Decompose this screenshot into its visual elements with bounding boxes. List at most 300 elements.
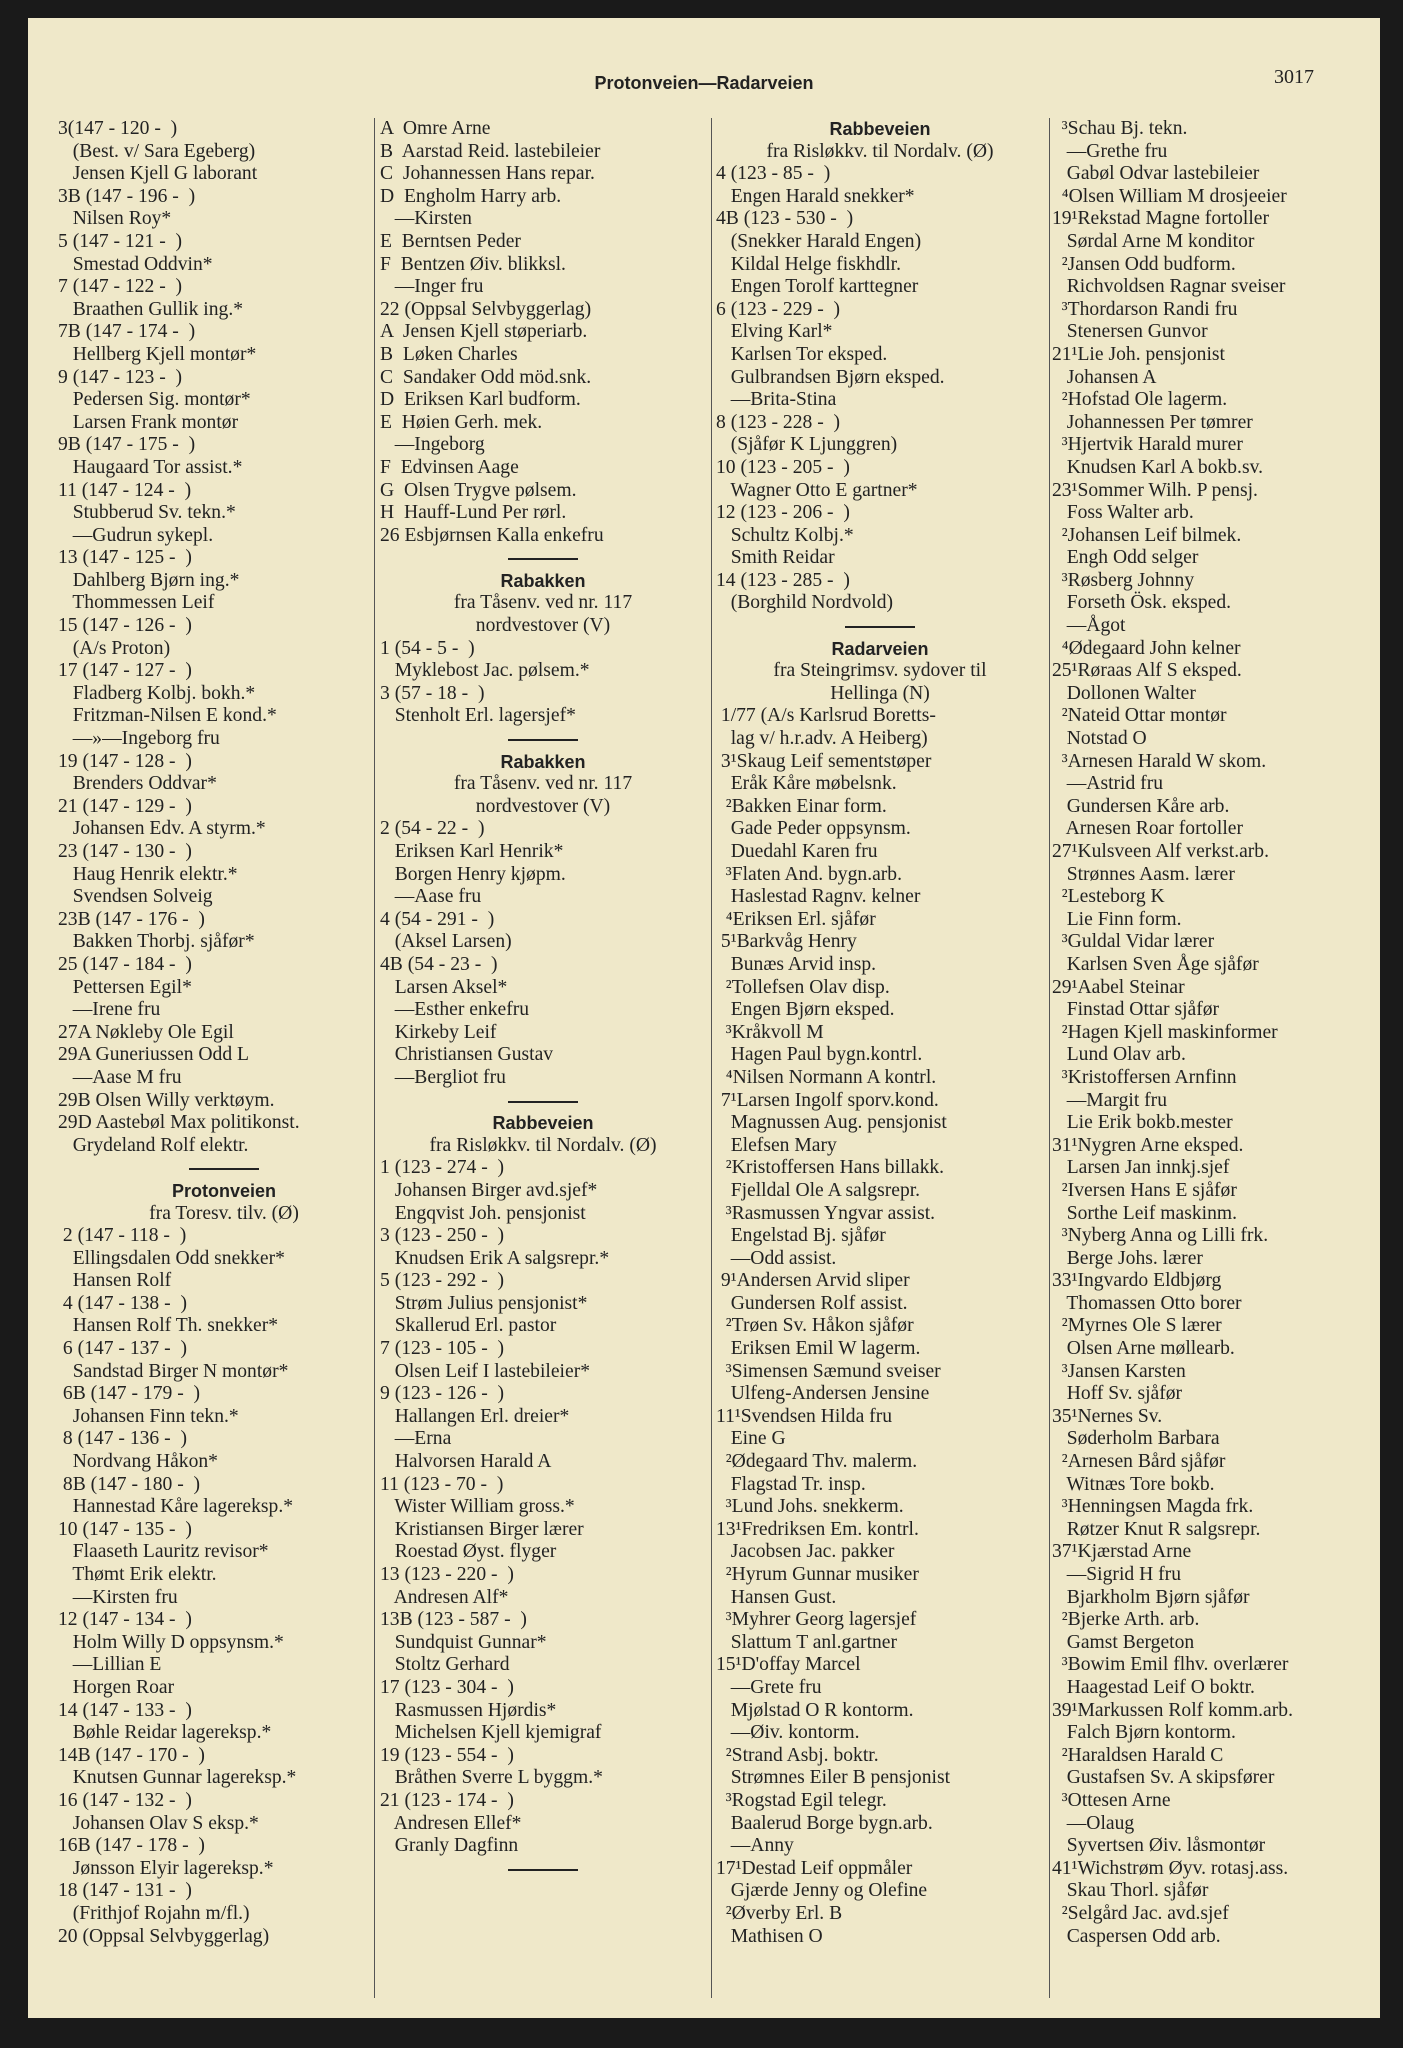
directory-entry: Røtzer Knut R salgsrepr. [1052, 1518, 1261, 1540]
directory-entry: 23 (147 - 130 - ) [58, 841, 192, 862]
directory-entry: 15¹D'offay Marcel [716, 1654, 861, 1676]
directory-entry: Bøhle Reidar lagereksp.* [58, 1722, 272, 1744]
directory-entry: ³Jansen Karsten [1052, 1360, 1186, 1382]
directory-entry: Berge Johs. lærer [1052, 1247, 1203, 1269]
directory-entry: Lie Finn form. [1052, 908, 1182, 930]
directory-entry: C Johannessen Hans repar. [380, 163, 595, 185]
directory-entry: —Brita-Stina [716, 389, 837, 411]
directory-entry: 29A Guneriussen Odd L [58, 1044, 250, 1066]
directory-entry: 9 (147 - 123 - ) [58, 366, 183, 388]
directory-entry: Eriksen Emil W lagerm. [716, 1338, 921, 1360]
directory-entry: 8 (147 - 136 - ) [58, 1428, 187, 1450]
street-heading: Radarveien [831, 638, 929, 659]
directory-entry: 12 (123 - 206 - ) [716, 502, 850, 524]
directory-entry: 17 (123 - 304 - ) [380, 1676, 514, 1698]
directory-entry: Nilsen Roy* [58, 208, 172, 230]
directory-entry: Engen Torolf karttegner [716, 276, 919, 298]
directory-entry: Johansen Edv. A styrm.* [58, 818, 266, 840]
directory-entry: 33¹Ingvardo Eldbjørg [1052, 1270, 1222, 1292]
directory-entry: 1 (123 - 274 - ) [380, 1157, 505, 1179]
directory-entry: 9¹Andersen Arvid sliper [716, 1270, 910, 1292]
section-divider [380, 728, 706, 751]
directory-entry: ³Schau Bj. tekn. [1052, 118, 1188, 139]
directory-entry: Richvoldsen Ragnar sveiser [1052, 276, 1286, 298]
directory-entry: Kirkeby Leif [380, 1021, 497, 1043]
directory-entry: F Bentzen Øiv. blikksl. [380, 253, 566, 275]
directory-entry: B Aarstad Reid. lastebileier [380, 140, 601, 162]
page-number: 3017 [1274, 66, 1314, 88]
column-divider [711, 118, 712, 1998]
directory-entry: Hansen Gust. [716, 1586, 837, 1608]
directory-entry: ²Hagen Kjell maskinformer [1052, 1021, 1278, 1043]
directory-entry: 23¹Sommer Wilh. P pensj. [1052, 479, 1258, 501]
directory-entry: (Best. v/ Sara Egeberg) [58, 140, 256, 162]
directory-entry: Bjarkholm Bjørn sjåfør [1052, 1586, 1250, 1608]
directory-entry: (Sjåfør K Ljunggren) [716, 434, 898, 456]
directory-entry: ²Strand Asbj. boktr. [716, 1744, 879, 1766]
directory-entry: 3 (57 - 18 - ) [380, 682, 485, 704]
directory-entry: —Kirsten fru [58, 1586, 178, 1608]
directory-entry: H Hauff-Lund Per rørl. [380, 502, 567, 524]
directory-entry: Syvertsen Øiv. låsmontør [1052, 1835, 1266, 1857]
directory-entry: Pedersen Sig. montør* [58, 389, 251, 411]
directory-entry: E Høien Gerh. mek. [380, 411, 543, 433]
directory-entry: ⁴Ødegaard John kelner [1052, 637, 1241, 659]
directory-entry: Engqvist Joh. pensjonist [380, 1202, 586, 1224]
directory-entry: (Frithjof Rojahn m/fl.) [58, 1902, 250, 1924]
directory-entry: Gamst Bergeton [1052, 1631, 1195, 1653]
directory-entry: ⁴Nilsen Normann A kontrl. [716, 1066, 937, 1088]
directory-entry: ²Iversen Hans E sjåfør [1052, 1179, 1237, 1201]
directory-entry: Haug Henrik elektr.* [58, 863, 238, 885]
directory-entry: —Odd assist. [716, 1247, 837, 1269]
directory-entry: ²Johansen Leif bilmek. [1052, 524, 1242, 546]
directory-entry: Strøm Julius pensjonist* [380, 1292, 588, 1314]
directory-entry: 7 (147 - 122 - ) [58, 276, 183, 298]
column-divider [1049, 118, 1050, 1998]
directory-entry: 29B Olsen Willy verktøym. [58, 1089, 275, 1111]
directory-entry: 7 (123 - 105 - ) [380, 1338, 505, 1360]
directory-entry: B Løken Charles [380, 343, 518, 365]
directory-entry: ²Kristoffersen Hans billakk. [716, 1157, 945, 1179]
directory-entry: Elefsen Mary [716, 1134, 837, 1156]
directory-entry: ³Bowim Emil flhv. overlærer [1052, 1654, 1289, 1676]
directory-entry: Arnesen Roar fortoller [1052, 818, 1243, 840]
directory-entry: ²Bjerke Arth. arb. [1052, 1609, 1200, 1631]
street-description: fra Risløkkv. til Nordalv. (Ø) [766, 140, 994, 162]
directory-entry: ³Kråkvoll M [716, 1021, 824, 1043]
directory-entry: ²Jansen Odd budform. [1052, 253, 1236, 275]
directory-entry: (Snekker Harald Engen) [716, 230, 922, 252]
directory-entry: Karlsen Sven Åge sjåfør [1052, 953, 1259, 975]
directory-entry: 12 (147 - 134 - ) [58, 1609, 192, 1631]
directory-entry: Gjærde Jenny og Olefine [716, 1880, 928, 1902]
directory-entry: ³Simensen Sæmund sveiser [716, 1360, 941, 1382]
directory-entry: —Grethe fru [1052, 140, 1168, 162]
directory-entry: Magnussen Aug. pensjonist [716, 1112, 947, 1134]
directory-entry: Braathen Gullik ing.* [58, 298, 244, 320]
directory-entry: Johansen Olav S eksp.* [58, 1812, 259, 1834]
directory-entry: Holm Willy D oppsynsm.* [58, 1631, 284, 1653]
directory-entry: ³Ottesen Arne [1052, 1789, 1171, 1811]
directory-entry: 35¹Nernes Sv. [1052, 1405, 1163, 1427]
directory-entry: Engen Bjørn eksped. [716, 999, 895, 1021]
section-divider [380, 547, 706, 570]
directory-entry: (Aksel Larsen) [380, 931, 512, 953]
directory-entry: ³Myhrer Georg lagersjef [716, 1609, 917, 1631]
directory-entry: —Olaug [1052, 1812, 1135, 1834]
directory-entry: Wister William gross.* [380, 1496, 575, 1518]
directory-entry: Johansen Birger avd.sjef* [380, 1179, 598, 1201]
directory-entry: F Edvinsen Aage [380, 456, 519, 478]
directory-entry: Thømt Erik elektr. [58, 1564, 217, 1585]
street-description: Hellinga (N) [830, 682, 930, 704]
directory-entry: Strømnes Eiler B pensjonist [716, 1767, 951, 1789]
directory-entry: Halvorsen Harald A [380, 1451, 552, 1473]
directory-entry: Rasmussen Hjørdis* [380, 1699, 557, 1721]
directory-entry: ⁴Olsen William M drosjeeier [1052, 185, 1287, 207]
directory-entry: 31¹Nygren Arne eksped. [1052, 1134, 1244, 1156]
directory-entry: 16 (147 - 132 - ) [58, 1789, 192, 1811]
street-heading: Rabakken [500, 570, 586, 591]
directory-entry: Johannessen Per tømrer [1052, 411, 1253, 433]
directory-entry: ²Ødegaard Thv. malerm. [716, 1451, 918, 1473]
directory-entry: —Ingeborg [380, 434, 485, 456]
directory-entry: Roestad Øyst. flyger [380, 1541, 557, 1563]
directory-entry: Myklebost Jac. pølsem.* [380, 660, 590, 682]
directory-entry: ⁴Eriksen Erl. sjåfør [716, 908, 876, 930]
directory-entry: Skallerud Erl. pastor [380, 1315, 557, 1337]
directory-entry: 10 (147 - 135 - ) [58, 1518, 192, 1540]
directory-entry: ³Hjertvik Harald murer [1052, 434, 1243, 456]
directory-entry: 4 (54 - 291 - ) [380, 908, 495, 930]
directory-entry: ³Kristoffersen Arnfinn [1052, 1066, 1237, 1088]
directory-entry: 6B (147 - 179 - ) [58, 1383, 201, 1405]
directory-entry: 10 (123 - 205 - ) [716, 456, 850, 478]
directory-entry: Larsen Frank montør [58, 411, 239, 433]
column-2 [380, 118, 706, 1880]
directory-entry: 4 (123 - 85 - ) [716, 163, 831, 185]
street-description: nordvestover (V) [475, 615, 611, 637]
directory-entry: 8B (147 - 180 - ) [58, 1473, 201, 1495]
street-heading: Rabbeveien [492, 1113, 594, 1134]
directory-entry: —Lillian E [58, 1654, 162, 1676]
directory-entry: ³Rasmussen Yngvar assist. [716, 1202, 936, 1224]
directory-entry: Granly Dagfinn [380, 1835, 519, 1857]
directory-entry: 17 (147 - 127 - ) [58, 660, 192, 682]
street-description: fra Tåsenv. ved nr. 117 [453, 773, 633, 795]
directory-entry: Lie Erik bokb.mester [1052, 1112, 1233, 1134]
directory-entry: ²Lesteborg K [1052, 886, 1165, 908]
street-description: fra Steingrimsv. sydover til [773, 660, 987, 682]
directory-entry: Michelsen Kjell kjemigraf [380, 1722, 602, 1744]
directory-entry: Hoff Sv. sjåfør [1052, 1383, 1183, 1405]
directory-entry: 13B (123 - 587 - ) [380, 1609, 527, 1631]
column-divider [374, 118, 375, 1998]
directory-entry: ²Hyrum Gunnar musiker [716, 1564, 919, 1585]
directory-entry: 11 (123 - 70 - ) [380, 1473, 504, 1495]
directory-entry: 11 (147 - 124 - ) [58, 479, 192, 501]
directory-entry: Johansen Finn tekn.* [58, 1405, 239, 1427]
directory-entry: Falch Bjørn kontorm. [1052, 1722, 1236, 1744]
directory-entry: Caspersen Odd arb. [1052, 1925, 1221, 1947]
directory-entry: E Berntsen Peder [380, 230, 521, 252]
directory-entry: Borgen Henry kjøpm. [380, 863, 566, 885]
directory-entry: Witnæs Tore bokb. [1052, 1473, 1215, 1495]
directory-entry: A Jensen Kjell støperiarb. [380, 321, 588, 343]
directory-entry: 3B (147 - 196 - ) [58, 185, 196, 207]
directory-entry: ²Tollefsen Olav disp. [716, 976, 890, 998]
directory-entry: Gade Peder oppsynsm. [716, 818, 911, 840]
directory-entry: Hagen Paul bygn.kontrl. [716, 1044, 923, 1066]
directory-entry: Baalerud Borge bygn.arb. [716, 1812, 933, 1834]
column-4 [1052, 118, 1374, 1948]
directory-entry: Grydeland Rolf elektr. [58, 1134, 249, 1156]
directory-entry: Gundersen Rolf assist. [716, 1292, 908, 1314]
directory-entry: 41¹Wichstrøm Øyv. rotasj.ass. [1052, 1857, 1289, 1879]
street-heading: Protonveien [171, 1180, 277, 1201]
directory-entry: 19 (147 - 128 - ) [58, 750, 192, 772]
directory-entry: Dahlberg Bjørn ing.* [58, 569, 240, 591]
directory-entry: 25 (147 - 184 - ) [58, 953, 192, 975]
directory-entry: 3¹Skaug Leif sementstøper [716, 750, 932, 772]
directory-entry: Smith Reidar [716, 547, 835, 569]
directory-entry: Haslestad Ragnv. kelner [716, 886, 921, 908]
directory-entry: Elving Karl* [716, 321, 833, 343]
directory-entry: D Eriksen Karl budform. [380, 389, 581, 411]
directory-entry: 39¹Markussen Rolf komm.arb. [1052, 1699, 1293, 1721]
directory-entry: Sørdal Arne M konditor [1052, 230, 1255, 252]
directory-entry: Stoltz Gerhard [380, 1654, 510, 1676]
street-description: fra Toresv. tilv. (Ø) [149, 1202, 299, 1224]
directory-entry: D Engholm Harry arb. [380, 185, 562, 207]
directory-entry: ³Flaten And. bygn.arb. [716, 863, 903, 885]
directory-entry: Engh Odd selger [1052, 547, 1199, 569]
directory-entry: Hannestad Kåre lagereksp.* [58, 1496, 294, 1518]
directory-entry: Gustafsen Sv. A skipsfører [1052, 1767, 1275, 1789]
directory-entry: Kristiansen Birger lærer [380, 1518, 584, 1540]
directory-entry: Fjelldal Ole A salgsrepr. [716, 1179, 921, 1201]
directory-entry: Jacobsen Jac. pakker [716, 1541, 895, 1563]
directory-entry: Gabøl Odvar lastebileier [1052, 163, 1260, 185]
street-heading: Rabbeveien [829, 119, 931, 139]
directory-entry: Mjølstad O R kontorm. [716, 1699, 914, 1721]
directory-entry: 4B (54 - 23 - ) [380, 953, 498, 975]
directory-entry: 3 (123 - 250 - ) [380, 1225, 505, 1247]
directory-entry: —Ågot [1052, 615, 1126, 637]
directory-entry: 19 (123 - 554 - ) [380, 1744, 514, 1766]
directory-entry: —Bergliot fru [380, 1066, 506, 1088]
section-divider [716, 615, 1044, 638]
directory-entry: Hansen Rolf Th. snekker* [58, 1315, 279, 1337]
directory-entry: ³Henningsen Magda frk. [1052, 1496, 1254, 1518]
directory-entry: Eråk Kåre møbelsnk. [716, 773, 897, 795]
directory-entry: Olsen Leif I lastebileier* [380, 1360, 591, 1382]
directory-entry: Sorthe Leif maskinm. [1052, 1202, 1238, 1224]
page-header-title: Protonveien—Radarveien [594, 73, 814, 93]
directory-entry: C Sandaker Odd möd.snk. [380, 366, 592, 388]
directory-entry: 22 (Oppsal Selvbyggerlag) [380, 298, 592, 320]
directory-entry: Engen Harald snekker* [716, 185, 915, 207]
directory-entry: Duedahl Karen fru [716, 841, 878, 862]
directory-entry: A Omre Arne [380, 118, 491, 139]
directory-entry: Flagstad Tr. insp. [716, 1473, 866, 1495]
directory-entry: 15 (147 - 126 - ) [58, 615, 192, 637]
column-1 [58, 118, 390, 1948]
directory-entry: —Inger fru [380, 276, 484, 298]
directory-entry: 6 (147 - 137 - ) [58, 1338, 187, 1360]
directory-entry: Notstad O [1052, 728, 1147, 750]
directory-entry: ³Guldal Vidar lærer [1052, 931, 1215, 953]
directory-entry: Skau Thorl. sjåfør [1052, 1880, 1209, 1902]
directory-entry: Slattum T anl.gartner [716, 1631, 898, 1653]
directory-entry: Nordvang Håkon* [58, 1451, 218, 1473]
directory-entry: Wagner Otto E gartner* [716, 479, 918, 501]
directory-entry: 2 (147 - 118 - ) [58, 1225, 187, 1247]
directory-entry: 29D Aastebøl Max politikonst. [58, 1112, 300, 1134]
street-heading: Rabakken [500, 751, 586, 772]
street-description: nordvestover (V) [475, 795, 611, 817]
directory-entry: 1 (54 - 5 - ) [380, 637, 475, 659]
directory-entry: Gundersen Kåre arb. [1052, 795, 1230, 817]
directory-entry: Flaaseth Lauritz revisor* [58, 1541, 269, 1563]
directory-entry: ²Øverby Erl. B [716, 1902, 843, 1924]
section-divider [58, 1157, 390, 1180]
directory-entry: Knudsen Karl A bokb.sv. [1052, 456, 1263, 478]
directory-entry: Haugaard Tor assist.* [58, 456, 243, 478]
street-description: fra Tåsenv. ved nr. 117 [453, 592, 633, 614]
directory-entry: 26 Esbjørnsen Kalla enkefru [380, 524, 604, 546]
directory-entry: ²Arnesen Bård sjåfør [1052, 1451, 1226, 1473]
directory-entry: 14 (147 - 133 - ) [58, 1699, 192, 1721]
directory-entry: 2 (54 - 22 - ) [380, 818, 485, 840]
directory-entry: 14 (123 - 285 - ) [716, 569, 850, 591]
directory-entry: Hallangen Erl. dreier* [380, 1405, 570, 1427]
directory-entry: ²Bakken Einar form. [716, 795, 887, 817]
directory-entry: Bunæs Arvid insp. [716, 953, 877, 975]
directory-page [28, 18, 1380, 2018]
directory-entry: 37¹Kjærstad Arne [1052, 1541, 1192, 1563]
directory-entry: 23B (147 - 176 - ) [58, 908, 205, 930]
directory-entry: ³Lund Johs. snekkerm. [716, 1496, 904, 1518]
directory-entry: Hellberg Kjell montør* [58, 343, 257, 365]
directory-entry: ²Haraldsen Harald C [1052, 1744, 1224, 1766]
directory-entry: 9 (123 - 126 - ) [380, 1383, 505, 1405]
directory-entry: —Aase fru [380, 886, 482, 908]
directory-entry: ³Thordarson Randi fru [1052, 298, 1238, 320]
directory-entry: ²Myrnes Ole S lærer [1052, 1315, 1222, 1337]
directory-entry: Strønnes Aasm. lærer [1052, 863, 1235, 885]
directory-entry: —Aase M fru [58, 1066, 182, 1088]
directory-entry: Larsen Aksel* [380, 976, 508, 998]
directory-entry: Brenders Oddvar* [58, 773, 217, 795]
directory-entry: Christiansen Gustav [380, 1044, 554, 1066]
directory-entry: —Esther enkefru [380, 999, 530, 1021]
directory-entry: Knutsen Gunnar lagereksp.* [58, 1767, 297, 1789]
directory-entry: Dollonen Walter [1052, 682, 1196, 704]
directory-entry: Ulfeng-Andersen Jensine [716, 1383, 930, 1405]
directory-entry: Sundquist Gunnar* [380, 1631, 547, 1653]
directory-entry: Hansen Rolf [58, 1270, 172, 1292]
directory-entry: Smestad Oddvin* [58, 253, 213, 275]
directory-entry: ³Arnesen Harald W skom. [1052, 750, 1267, 772]
directory-entry: 8 (123 - 228 - ) [716, 411, 841, 433]
directory-entry: 13 (123 - 220 - ) [380, 1564, 514, 1585]
directory-entry: G Olsen Trygve pølsem. [380, 479, 577, 501]
directory-entry: Fladberg Kolbj. bokh.* [58, 682, 256, 704]
directory-entry: Kildal Helge fiskhdlr. [716, 253, 902, 275]
directory-entry: —»—Ingeborg fru [58, 728, 220, 750]
directory-entry: 7¹Larsen Ingolf sporv.kond. [716, 1089, 939, 1111]
directory-entry: Karlsen Tor eksped. [716, 343, 888, 365]
directory-entry: ³Rogstad Egil telegr. [716, 1789, 887, 1811]
directory-entry: Foss Walter arb. [1052, 502, 1194, 524]
directory-entry: Stenersen Gunvor [1052, 321, 1208, 343]
directory-entry: —Erna [380, 1428, 452, 1450]
directory-entry: ²Selgård Jac. avd.sjef [1052, 1902, 1229, 1924]
directory-entry: Svendsen Solveig [58, 886, 213, 908]
directory-entry: Forseth Ösk. eksped. [1052, 592, 1232, 614]
directory-entry: ²Nateid Ottar montør [1052, 705, 1227, 727]
directory-entry: ³Nyberg Anna og Lilli frk. [1052, 1225, 1269, 1247]
directory-entry: 16B (147 - 178 - ) [58, 1835, 205, 1857]
directory-entry: 11¹Svendsen Hilda fru [716, 1405, 893, 1427]
directory-entry: —Gudrun sykepl. [58, 524, 214, 546]
directory-entry: —Sigrid H fru [1052, 1564, 1181, 1585]
directory-entry: 3(147 - 120 - ) [58, 118, 178, 139]
directory-entry: Pettersen Egil* [58, 976, 192, 998]
directory-entry: Stenholt Erl. lagersjef* [380, 705, 576, 727]
directory-entry: Bakken Thorbj. sjåfør* [58, 931, 255, 953]
directory-entry: Lund Olav arb. [1052, 1044, 1186, 1066]
directory-entry: Andresen Alf* [380, 1586, 509, 1608]
directory-entry: 4B (123 - 530 - ) [716, 208, 854, 230]
directory-entry: Jensen Kjell G laborant [58, 163, 258, 185]
directory-entry: 18 (147 - 131 - ) [58, 1880, 192, 1902]
directory-entry: 7B (147 - 174 - ) [58, 321, 196, 343]
section-divider [380, 1090, 706, 1113]
directory-entry: Knudsen Erik A salgsrepr.* [380, 1247, 610, 1269]
directory-entry: Eriksen Karl Henrik* [380, 841, 564, 862]
directory-entry: (Borghild Nordvold) [716, 592, 894, 614]
directory-entry: ³Røsberg Johnny [1052, 569, 1195, 591]
directory-entry: 29¹Aabel Steinar [1052, 976, 1185, 998]
section-divider [380, 1858, 706, 1881]
directory-entry: 4 (147 - 138 - ) [58, 1292, 187, 1314]
directory-entry: 13 (147 - 125 - ) [58, 547, 192, 569]
directory-entry: Haagestad Leif O boktr. [1052, 1676, 1255, 1698]
directory-entry: —Irene fru [58, 999, 161, 1021]
directory-entry: 9B (147 - 175 - ) [58, 434, 196, 456]
directory-entry: Gulbrandsen Bjørn eksped. [716, 366, 945, 388]
directory-entry: Johansen A [1052, 366, 1157, 388]
directory-entry: Bråthen Sverre L byggm.* [380, 1767, 603, 1789]
directory-entry: 13¹Fredriksen Em. kontrl. [716, 1518, 919, 1540]
directory-entry: 5 (147 - 121 - ) [58, 230, 183, 252]
directory-entry: 5 (123 - 292 - ) [380, 1270, 505, 1292]
directory-entry: 6 (123 - 229 - ) [716, 298, 841, 320]
directory-entry: 21 (123 - 174 - ) [380, 1789, 514, 1811]
directory-entry: —Astrid fru [1052, 773, 1164, 795]
directory-entry: —Kirsten [380, 208, 472, 230]
directory-entry: lag v/ h.r.adv. A Heiberg) [716, 728, 928, 750]
directory-entry: Sandstad Birger N montør* [58, 1360, 289, 1382]
directory-entry: Fritzman-Nilsen E kond.* [58, 705, 277, 727]
directory-entry: Larsen Jan innkj.sjef [1052, 1157, 1230, 1179]
directory-entry: Eine G [716, 1428, 786, 1450]
directory-entry: Finstad Ottar sjåfør [1052, 999, 1220, 1021]
directory-entry: Schultz Kolbj.* [716, 524, 854, 546]
